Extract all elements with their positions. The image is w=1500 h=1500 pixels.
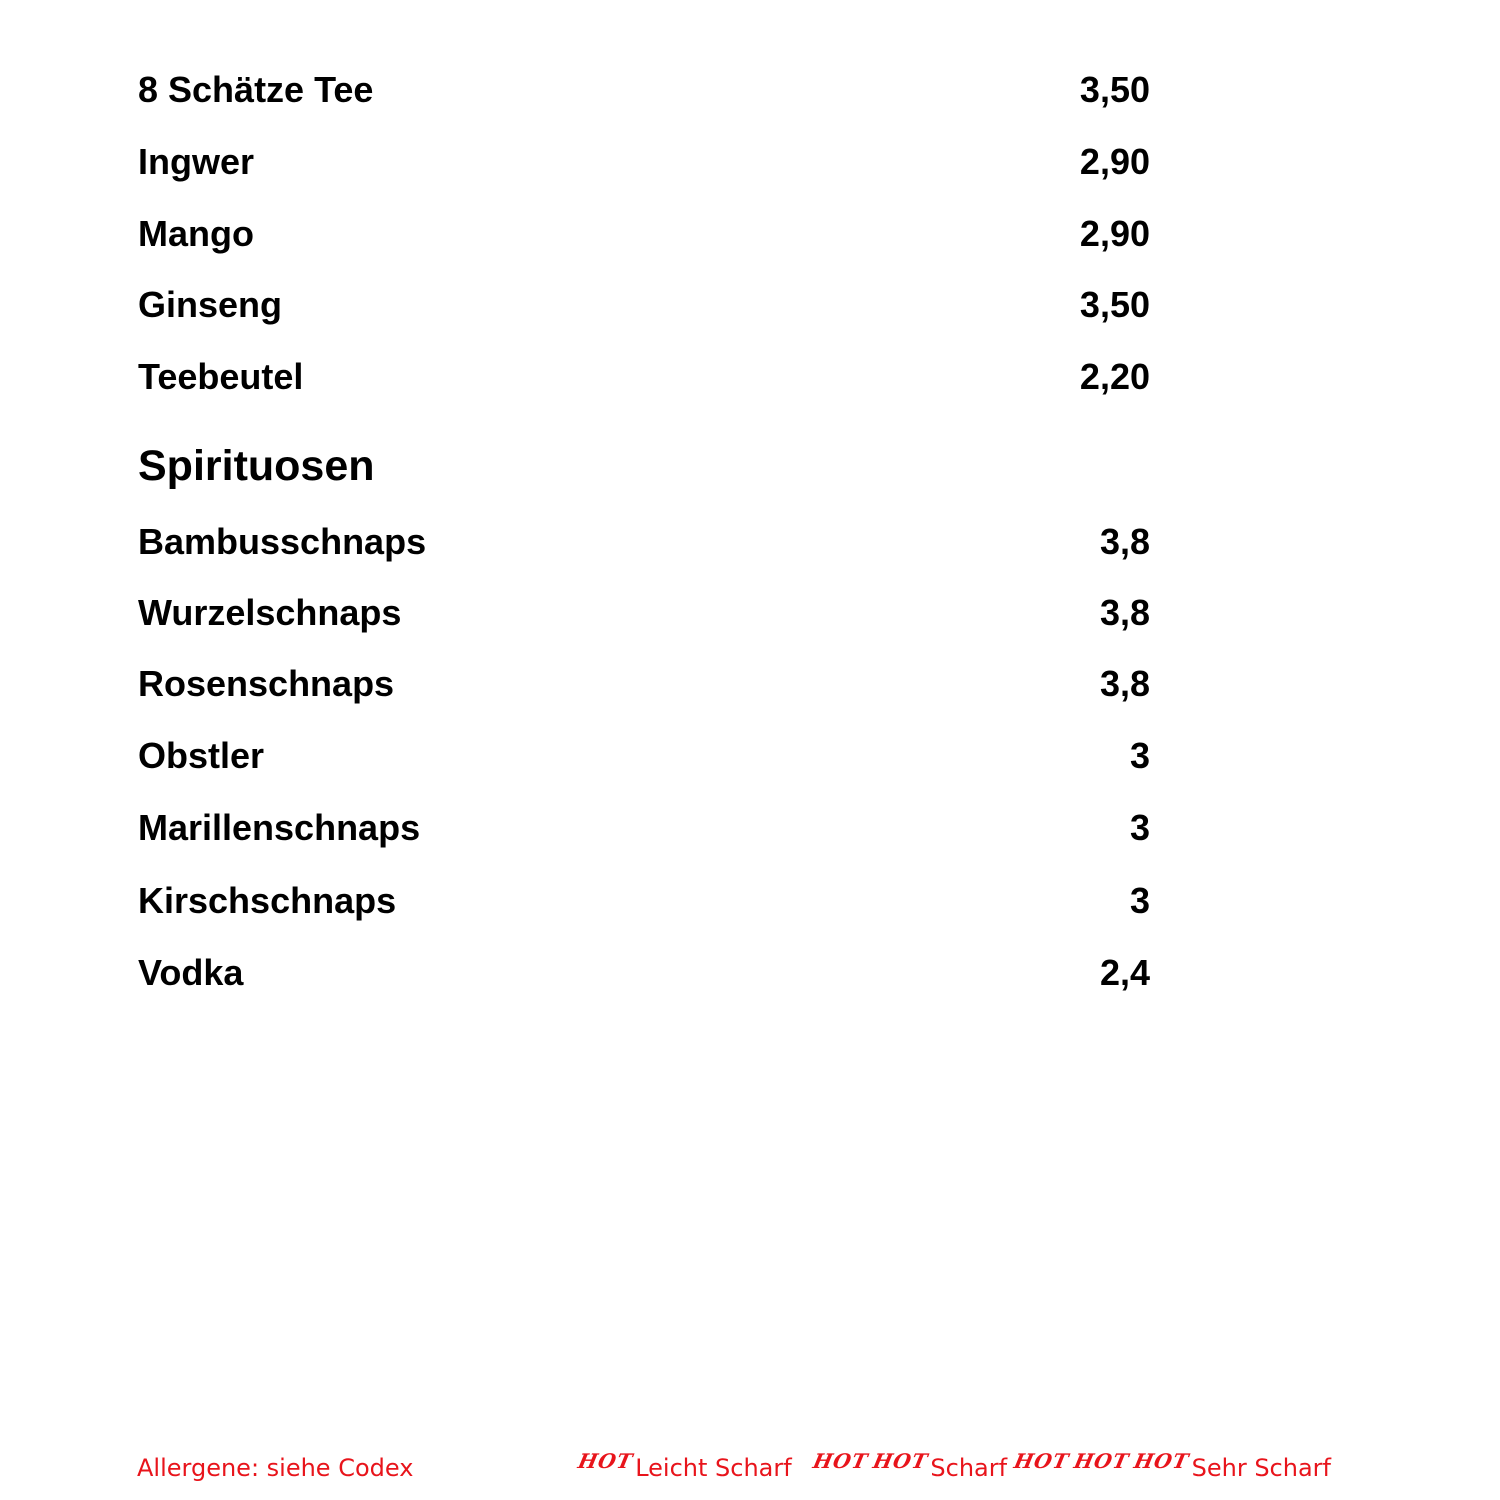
- spice-legend-label: Leicht Scharf: [635, 1454, 792, 1482]
- menu-item: [138, 283, 1150, 327]
- spice-legend-label: Scharf: [930, 1454, 1008, 1482]
- allergen-note: Allergene: siehe Codex: [137, 1454, 414, 1482]
- hot-pepper-icon: HOT: [1132, 1449, 1192, 1473]
- item-name: Mango: [138, 213, 254, 254]
- item-price: 3: [1129, 807, 1150, 848]
- spice-legend-mild: [577, 1448, 792, 1488]
- spice-legend-hot: [812, 1448, 1007, 1488]
- hot-pepper-icon: HOT: [575, 1449, 636, 1473]
- item-price: 3,50: [1079, 284, 1150, 325]
- item-price: 3: [1129, 735, 1150, 776]
- item-price: 3: [1129, 880, 1150, 921]
- menu-item: [138, 951, 1150, 995]
- item-name: Obstler: [138, 735, 265, 776]
- item-name: 8 Schätze Tee: [138, 69, 374, 110]
- item-name: Vodka: [138, 952, 244, 993]
- item-price: 2,20: [1079, 356, 1150, 397]
- item-name: Teebeutel: [138, 356, 304, 397]
- menu-item: [138, 662, 1150, 706]
- item-name: Ginseng: [138, 284, 283, 325]
- section-title-spirits: Spirituosen: [138, 442, 375, 490]
- menu-item: [138, 68, 1150, 112]
- hot-pepper-icon: HOT: [871, 1449, 931, 1473]
- item-price: 2,4: [1099, 952, 1150, 993]
- menu-item: [138, 806, 1150, 850]
- item-name: Rosenschnaps: [138, 663, 395, 704]
- item-name: Marillenschnaps: [138, 807, 421, 848]
- item-price: 3,8: [1099, 592, 1150, 633]
- item-price: 2,90: [1079, 141, 1150, 182]
- hot-pepper-icon: HOT: [1072, 1449, 1132, 1473]
- item-price: 3,8: [1099, 521, 1150, 562]
- item-name: Ingwer: [138, 141, 255, 182]
- hot-pepper-icon: HOT: [1011, 1449, 1072, 1473]
- menu-item: [138, 879, 1150, 923]
- menu-item: [138, 520, 1150, 564]
- menu-item: [138, 591, 1150, 635]
- menu-item: [138, 355, 1150, 399]
- spice-legend-very-hot: [1013, 1448, 1331, 1488]
- menu-item: [138, 212, 1150, 256]
- item-price: 2,90: [1079, 213, 1150, 254]
- item-price: 3,50: [1079, 69, 1150, 110]
- spice-legend-label: Sehr Scharf: [1191, 1454, 1331, 1482]
- hot-pepper-icon: HOT: [810, 1449, 871, 1473]
- menu-item: [138, 140, 1150, 184]
- menu-item: [138, 734, 1150, 778]
- item-name: Kirschschnaps: [138, 880, 397, 921]
- footer: [0, 1448, 1500, 1488]
- item-name: Wurzelschnaps: [138, 592, 402, 633]
- item-price: 3,8: [1099, 663, 1150, 704]
- item-name: Bambusschnaps: [138, 521, 427, 562]
